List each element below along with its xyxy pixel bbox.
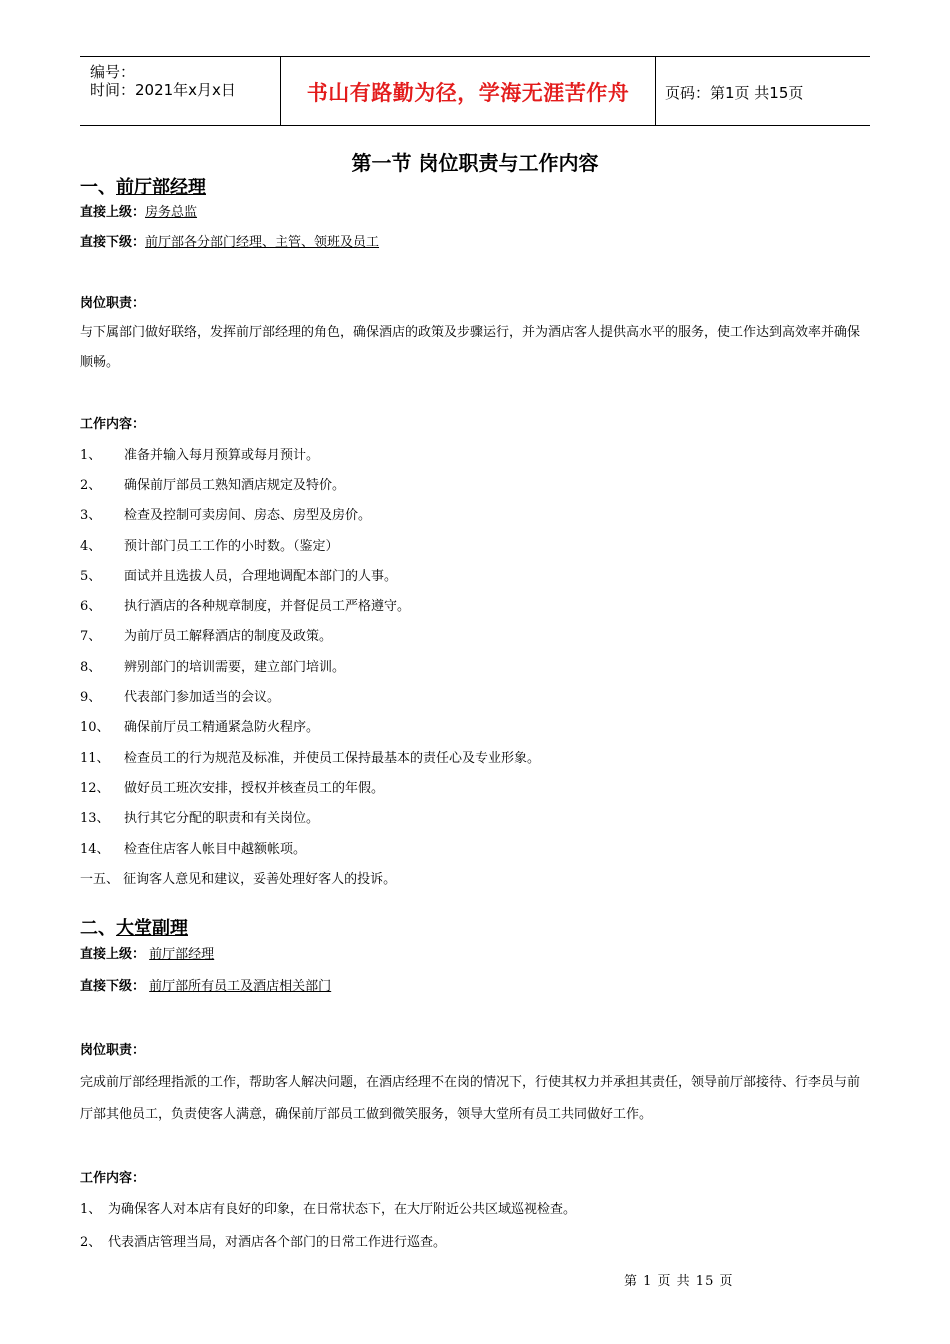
- header-meta-cell: [80, 57, 280, 125]
- page-number-label: 页码：第1页 共15页: [665, 84, 804, 102]
- superior-value: 房务总监: [145, 205, 198, 220]
- header-page-cell: [655, 57, 870, 125]
- list-item: 9、 代表部门参加适当的会议。: [80, 690, 281, 705]
- duty-paragraph: 完成前厅部经理指派的工作，帮助客人解决问题，在酒店经理不在岗的情况下，行使其权力并承担其责任，领导前厅部接待、行李员与前厅部其他员工，负责使客人满意，确保前厅部员工做到微笑服务，领导大堂所有员工共同做好工作。: [80, 1075, 861, 1122]
- list-item: 2、 确保前厅部员工熟知酒店规定及特价。: [80, 478, 346, 493]
- list-item: 13、 执行其它分配的职责和有关岗位。: [80, 811, 320, 826]
- duty-heading: 岗位职责：: [80, 296, 146, 311]
- subordinate-value: 前厅部各分部门经理、主管、领班及员工: [145, 235, 380, 250]
- list-item: 4、 预计部门员工工作的小时数。（鉴定）: [80, 539, 339, 554]
- subordinate-label: 直接下级：: [80, 235, 146, 250]
- list-item: 14、 检查住店客人帐目中越额帐项。: [80, 842, 307, 857]
- number-label: 编号：: [90, 63, 136, 81]
- page-footer: 第 1 页 共 15 页: [624, 1274, 734, 1289]
- list-item: 11、 检查员工的行为规范及标准，并使员工保持最基本的责任心及专业形象。: [80, 751, 541, 766]
- section-number: 一、: [80, 177, 116, 198]
- list-item: 6、 执行酒店的各种规章制度，并督促员工严格遵守。: [80, 599, 411, 614]
- list-item: 1、 准备并输入每月预算或每月预计。: [80, 448, 320, 463]
- list-item: 1、 为确保客人对本店有良好的印象，在日常状态下，在大厅附近公共区域巡视检查。: [80, 1202, 577, 1217]
- document-header: [80, 56, 870, 126]
- section-title: 大堂副理: [116, 918, 188, 939]
- list-item: 7、 为前厅员工解释酒店的制度及政策。: [80, 629, 333, 644]
- section-heading-front-office-manager: [80, 173, 206, 199]
- motto: 书山有路勤为径，学海无涯苦作舟: [306, 81, 630, 105]
- list-item: 8、 辨别部门的培训需要，建立部门培训。: [80, 660, 346, 675]
- list-item: 一五、 征询客人意见和建议，妥善处理好客人的投诉。: [80, 872, 397, 887]
- duty-paragraph: 与下属部门做好联络，发挥前厅部经理的角色，确保酒店的政策及步骤运行，并为酒店客人提供高水平的服务，使工作达到高效率并确保顺畅。: [80, 325, 861, 370]
- section-title: 前厅部经理: [116, 177, 206, 198]
- section-heading-assistant-manager: [80, 914, 188, 940]
- header-motto-cell: [280, 57, 656, 125]
- time-label: 时间：2021年x月x日: [90, 81, 236, 99]
- subordinate-row: [80, 978, 331, 996]
- superior-value: 前厅部经理: [149, 947, 215, 962]
- superior-label: 直接上级：: [80, 205, 146, 220]
- subordinate-row: [80, 234, 379, 252]
- work-heading: 工作内容：: [80, 1171, 146, 1186]
- work-heading: 工作内容：: [80, 417, 146, 432]
- list-item: 5、 面试并且选拔人员，合理地调配本部门的人事。: [80, 569, 398, 584]
- subordinate-value: 前厅部所有员工及酒店相关部门: [149, 979, 332, 994]
- duty-heading: 岗位职责：: [80, 1043, 146, 1058]
- list-item: 2、 代表酒店管理当局，对酒店各个部门的日常工作进行巡查。: [80, 1235, 447, 1250]
- section-number: 二、: [80, 918, 116, 939]
- page-title: 第一节 岗位职责与工作内容: [351, 151, 599, 175]
- subordinate-label: 直接下级：: [80, 979, 146, 994]
- list-item: 10、 确保前厅员工精通紧急防火程序。: [80, 720, 320, 735]
- superior-row: [80, 204, 197, 222]
- superior-label: 直接上级：: [80, 947, 146, 962]
- list-item: 12、 做好员工班次安排，授权并核查员工的年假。: [80, 781, 385, 796]
- list-item: 3、 检查及控制可卖房间、房态、房型及房价。: [80, 508, 372, 523]
- superior-row: [80, 946, 214, 964]
